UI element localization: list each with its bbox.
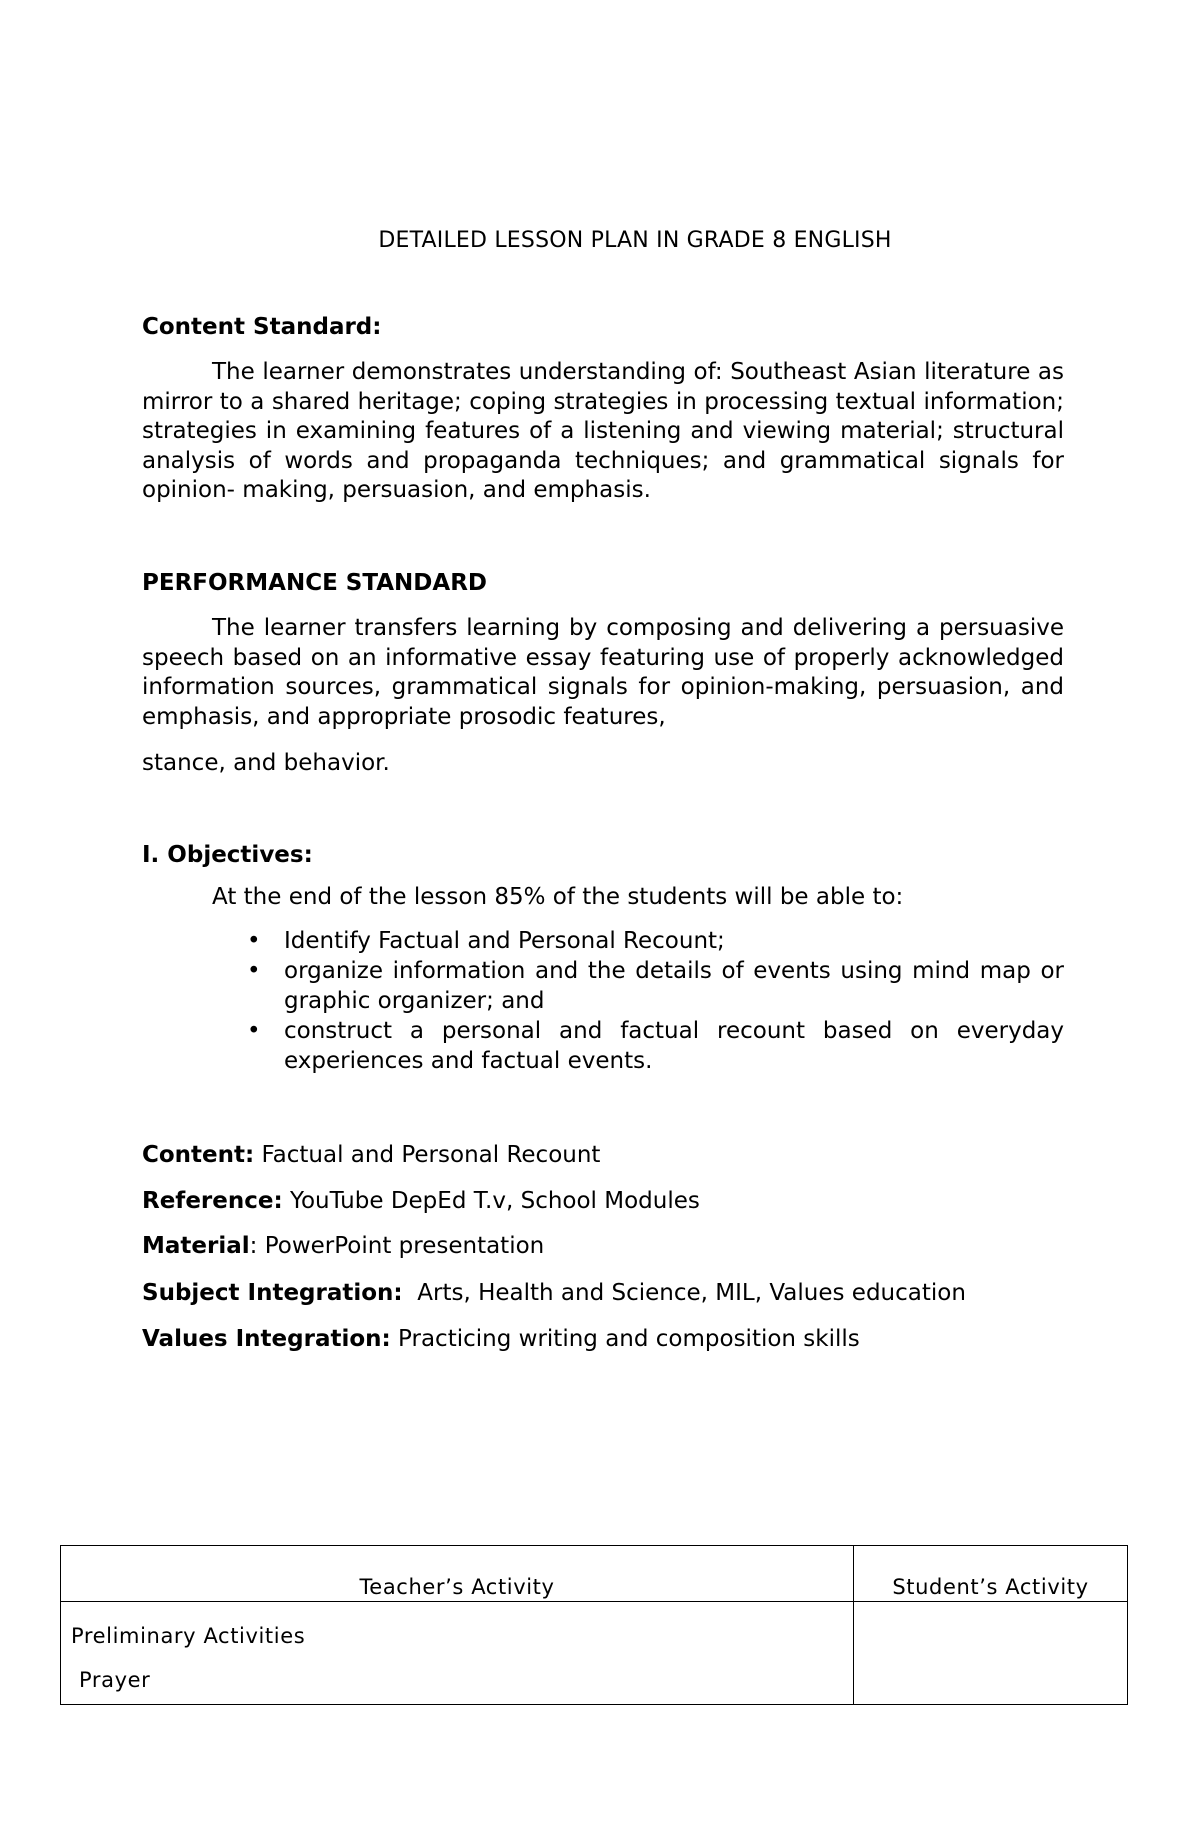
values-integration-field: [142, 1326, 860, 1352]
objective-item: • organize information and the details of events using mind map or graphic organizer; and: [247, 958, 1064, 1014]
performance-standard-heading: PERFORMANCE STANDARD: [142, 570, 487, 596]
activity-table: [60, 1545, 1128, 1705]
bullet-icon: •: [247, 958, 261, 984]
values-integration-label: Values Integration:: [142, 1326, 391, 1352]
values-integration-value: Practicing writing and composition skills: [390, 1326, 860, 1352]
performance-standard-body: The learner transfers learning by composing and delivering a persuasive speech based on an informative essay featuring use of properly acknowledged information sources, grammatical signals for opinion-making, persuasion, and emphasis, and appropriate prosodic features,: [142, 615, 1064, 730]
subject-integration-field: [142, 1280, 966, 1306]
performance-standard-text: [142, 614, 1064, 732]
reference-field: [142, 1188, 700, 1214]
table-row: [61, 1602, 1128, 1705]
objectives-list: [247, 926, 1064, 1076]
document-title: DETAILED LESSON PLAN IN GRADE 8 ENGLISH: [378, 228, 892, 253]
content-standard-text: [142, 358, 1064, 506]
teacher-activity-cell: [61, 1602, 854, 1705]
material-label: Material: [142, 1233, 250, 1259]
performance-standard-continuation: stance, and behavior.: [142, 750, 390, 776]
content-value: Factual and Personal Recount: [254, 1142, 601, 1168]
bullet-icon: •: [247, 1018, 261, 1044]
teachers-activity-header: Teacher’s Activity: [61, 1546, 854, 1602]
reference-label: Reference:: [142, 1188, 283, 1214]
students-activity-header: Student’s Activity: [854, 1546, 1128, 1602]
subject-integration-label: Subject Integration:: [142, 1280, 403, 1306]
prayer-label: Prayer: [79, 1668, 151, 1692]
preliminary-activities-label: Preliminary Activities: [71, 1624, 306, 1648]
student-activity-cell: [854, 1602, 1128, 1705]
material-field: [142, 1233, 544, 1259]
content-standard-heading: Content Standard:: [142, 314, 382, 340]
material-value: : PowerPoint presentation: [249, 1233, 545, 1259]
subject-integration-value: Arts, Health and Science, MIL, Values education: [402, 1280, 966, 1306]
objective-item: • construct a personal and factual recount based on everyday experiences and factual events.: [247, 1018, 1064, 1074]
content-standard-body: The learner demonstrates understanding of: Southeast Asian literature as mirror to a shared heritage; coping strategies in processing textual information; strategies in examining features of a listening and viewing material; structural analysis of words and propaganda techniques; and grammatical signals for opinion- making, persuasion, and emphasis.: [142, 359, 1064, 503]
content-label: Content:: [142, 1142, 255, 1168]
objectives-intro: At the end of the lesson 85% of the students will be able to:: [212, 884, 904, 910]
content-field: [142, 1142, 600, 1168]
table-header-row: [61, 1546, 1128, 1602]
objective-item: • Identify Factual and Personal Recount;: [247, 928, 725, 954]
reference-value: YouTube DepEd T.v, School Modules: [282, 1188, 700, 1214]
objectives-heading: I. Objectives:: [142, 842, 313, 868]
bullet-icon: •: [247, 928, 261, 954]
